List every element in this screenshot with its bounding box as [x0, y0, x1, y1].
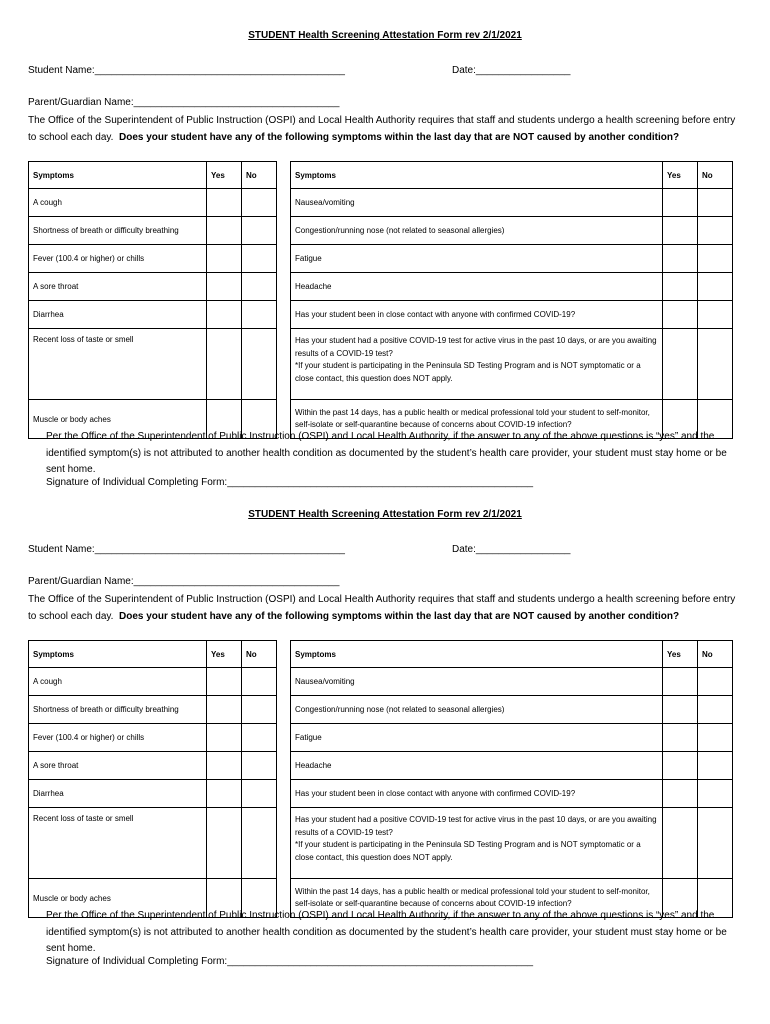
intro-question: Does your student have any of the following symptoms within the last day that are NOT caused by another condition? — [119, 131, 680, 143]
no-checkbox[interactable] — [698, 329, 733, 400]
table-row — [291, 808, 733, 879]
yes-checkbox[interactable] — [207, 189, 242, 217]
no-header: No — [698, 641, 733, 668]
no-checkbox[interactable] — [242, 329, 277, 400]
symptom-label: Has your student been in close contact with anyone with confirmed COVID-19? — [291, 780, 663, 808]
symptom-label: Nausea/vomiting — [291, 189, 663, 217]
symptom-table-right — [290, 640, 733, 918]
no-checkbox[interactable] — [698, 301, 733, 329]
yes-checkbox[interactable] — [207, 696, 242, 724]
signature-field[interactable]: Signature of Individual Completing Form:_______________________________________________________ — [46, 477, 534, 488]
yes-header: Yes — [207, 641, 242, 668]
table-row — [291, 273, 733, 301]
symptom-label: Congestion/running nose (not related to seasonal allergies) — [291, 696, 663, 724]
no-checkbox[interactable] — [698, 189, 733, 217]
covid-test-question: Has your student had a positive COVID-19 test for active virus in the past 10 days, or are you awaiting results of a COVID-19 test? — [295, 336, 657, 358]
symptom-label: A sore throat — [29, 752, 207, 780]
yes-checkbox[interactable] — [207, 808, 242, 879]
symptom-label: Fatigue — [291, 724, 663, 752]
no-checkbox[interactable] — [242, 245, 277, 273]
no-checkbox[interactable] — [242, 696, 277, 724]
student-name-field[interactable]: Student Name:_____________________________________________ — [28, 544, 345, 555]
table-row — [29, 217, 277, 245]
yes-checkbox[interactable] — [663, 273, 698, 301]
intro-text: The Office of the Superintendent of Public Instruction (OSPI) and Local Health Authority requires that staff and students undergo a health screening before entry to school each day. — [28, 115, 736, 143]
table-row — [29, 808, 277, 879]
table-row — [291, 696, 733, 724]
symptom-label: Headache — [291, 752, 663, 780]
yes-checkbox[interactable] — [663, 217, 698, 245]
yes-header: Yes — [663, 162, 698, 189]
symptom-label: Within the past 14 days, has a public health or medical professional told your student to self-monitor, self-isolate or self-quarantine because of concerns about COVID-19 infection? — [291, 400, 663, 439]
yes-checkbox[interactable] — [207, 301, 242, 329]
testing-program-note: *If your student is participating in the Peninsula SD Testing Program and is NOT symptomatic or a close contact, this question does NOT apply. — [295, 361, 641, 383]
yes-checkbox[interactable] — [663, 668, 698, 696]
parent-guardian-name-field[interactable]: Parent/Guardian Name:_____________________________________ — [28, 97, 340, 108]
symptom-table-right — [290, 161, 733, 439]
symptom-label — [291, 808, 663, 879]
no-checkbox[interactable] — [698, 780, 733, 808]
signature-field[interactable]: Signature of Individual Completing Form:_______________________________________________________ — [46, 956, 534, 967]
yes-checkbox[interactable] — [663, 696, 698, 724]
form-title: STUDENT Health Screening Attestation Form rev 2/1/2021 — [248, 30, 522, 41]
table-header-row — [291, 162, 733, 189]
no-checkbox[interactable] — [698, 696, 733, 724]
yes-checkbox[interactable] — [663, 301, 698, 329]
symptom-label: Recent loss of taste or smell — [29, 808, 207, 879]
policy-note: Per the Office of the Superintendent of Public Instruction (OSPI) and Local Health Authority, if the answer to any of the above questions is “yes” and the identified symptom(s) is not attributed to another health condition as documented by the student’s health care provider, your student must stay home or be sent home. — [46, 910, 727, 954]
yes-checkbox[interactable] — [663, 724, 698, 752]
covid-test-question: Has your student had a positive COVID-19 test for active virus in the past 10 days, or are you awaiting results of a COVID-19 test? — [295, 815, 657, 837]
symptom-table-left — [28, 161, 277, 439]
no-checkbox[interactable] — [698, 724, 733, 752]
table-row — [291, 189, 733, 217]
table-row — [291, 724, 733, 752]
table-row — [29, 752, 277, 780]
table-row — [29, 301, 277, 329]
date-field[interactable]: Date:_________________ — [452, 544, 571, 555]
yes-checkbox[interactable] — [207, 780, 242, 808]
symptoms-header: Symptoms — [291, 641, 663, 668]
yes-checkbox[interactable] — [207, 329, 242, 400]
table-row — [29, 780, 277, 808]
no-header: No — [242, 162, 277, 189]
intro-question: Does your student have any of the following symptoms within the last day that are NOT caused by another condition? — [119, 610, 680, 622]
symptoms-header: Symptoms — [29, 162, 207, 189]
table-row — [291, 217, 733, 245]
no-checkbox[interactable] — [242, 189, 277, 217]
yes-checkbox[interactable] — [663, 808, 698, 879]
table-row — [29, 724, 277, 752]
symptom-label: Within the past 14 days, has a public health or medical professional told your student to self-monitor, self-isolate or self-quarantine because of concerns about COVID-19 infection? — [291, 879, 663, 918]
symptom-label: Headache — [291, 273, 663, 301]
no-checkbox[interactable] — [242, 780, 277, 808]
yes-checkbox[interactable] — [207, 245, 242, 273]
symptom-label: A cough — [29, 668, 207, 696]
symptom-label: Shortness of breath or difficulty breathing — [29, 217, 207, 245]
table-row — [291, 329, 733, 400]
yes-header: Yes — [663, 641, 698, 668]
no-header: No — [242, 641, 277, 668]
yes-checkbox[interactable] — [663, 245, 698, 273]
no-checkbox[interactable] — [698, 245, 733, 273]
table-row — [29, 245, 277, 273]
table-row — [29, 668, 277, 696]
symptom-label: Muscle or body aches — [29, 400, 207, 439]
table-row — [29, 329, 277, 400]
no-checkbox[interactable] — [698, 273, 733, 301]
attestation-form — [0, 30, 770, 510]
no-checkbox[interactable] — [242, 808, 277, 879]
symptom-label: Has your student been in close contact with anyone with confirmed COVID-19? — [291, 301, 663, 329]
table-row — [29, 696, 277, 724]
no-checkbox[interactable] — [698, 668, 733, 696]
no-checkbox[interactable] — [242, 752, 277, 780]
no-checkbox[interactable] — [242, 724, 277, 752]
table-row — [291, 780, 733, 808]
yes-checkbox[interactable] — [207, 273, 242, 301]
symptom-label: Diarrhea — [29, 301, 207, 329]
symptom-label: Fever (100.4 or higher) or chills — [29, 724, 207, 752]
attestation-form — [0, 509, 770, 989]
yes-checkbox[interactable] — [207, 668, 242, 696]
no-checkbox[interactable] — [242, 301, 277, 329]
intro-paragraph — [28, 592, 740, 625]
no-checkbox[interactable] — [242, 668, 277, 696]
symptom-label: A sore throat — [29, 273, 207, 301]
symptom-label: Shortness of breath or difficulty breathing — [29, 696, 207, 724]
policy-note: Per the Office of the Superintendent of Public Instruction (OSPI) and Local Health Authority, if the answer to any of the above questions is “yes” and the identified symptom(s) is not attributed to another health condition as documented by the student’s health care provider, your student must stay home or be sent home. — [46, 431, 727, 475]
no-checkbox[interactable] — [698, 217, 733, 245]
no-checkbox[interactable] — [698, 752, 733, 780]
table-row — [291, 301, 733, 329]
form-title: STUDENT Health Screening Attestation Form rev 2/1/2021 — [248, 509, 522, 520]
intro-text: The Office of the Superintendent of Public Instruction (OSPI) and Local Health Authority requires that staff and students undergo a health screening before entry to school each day. — [28, 594, 736, 622]
table-row — [29, 189, 277, 217]
no-checkbox[interactable] — [242, 273, 277, 301]
parent-guardian-name-field[interactable]: Parent/Guardian Name:_____________________________________ — [28, 576, 340, 587]
symptom-label: Fatigue — [291, 245, 663, 273]
symptom-label: Nausea/vomiting — [291, 668, 663, 696]
table-header-row — [29, 162, 277, 189]
no-checkbox[interactable] — [698, 808, 733, 879]
yes-checkbox[interactable] — [207, 724, 242, 752]
yes-checkbox[interactable] — [207, 217, 242, 245]
student-name-field[interactable]: Student Name:_____________________________________________ — [28, 65, 345, 76]
yes-header: Yes — [207, 162, 242, 189]
intro-paragraph — [28, 113, 740, 146]
yes-checkbox[interactable] — [663, 752, 698, 780]
symptoms-header: Symptoms — [291, 162, 663, 189]
symptom-label: Diarrhea — [29, 780, 207, 808]
yes-checkbox[interactable] — [207, 752, 242, 780]
table-row — [291, 245, 733, 273]
symptom-label: Congestion/running nose (not related to seasonal allergies) — [291, 217, 663, 245]
symptom-label: Muscle or body aches — [29, 879, 207, 918]
testing-program-note: *If your student is participating in the Peninsula SD Testing Program and is NOT symptomatic or a close contact, this question does NOT apply. — [295, 840, 641, 862]
no-header: No — [698, 162, 733, 189]
symptom-label: Recent loss of taste or smell — [29, 329, 207, 400]
symptom-label: Fever (100.4 or higher) or chills — [29, 245, 207, 273]
table-row — [291, 752, 733, 780]
yes-checkbox[interactable] — [663, 189, 698, 217]
table-row — [291, 668, 733, 696]
table-header-row — [291, 641, 733, 668]
symptom-table-left — [28, 640, 277, 918]
symptom-label — [291, 329, 663, 400]
yes-checkbox[interactable] — [663, 780, 698, 808]
symptom-label: A cough — [29, 189, 207, 217]
table-header-row — [29, 641, 277, 668]
yes-checkbox[interactable] — [663, 329, 698, 400]
symptoms-header: Symptoms — [29, 641, 207, 668]
date-field[interactable]: Date:_________________ — [452, 65, 571, 76]
no-checkbox[interactable] — [242, 217, 277, 245]
table-row — [29, 273, 277, 301]
